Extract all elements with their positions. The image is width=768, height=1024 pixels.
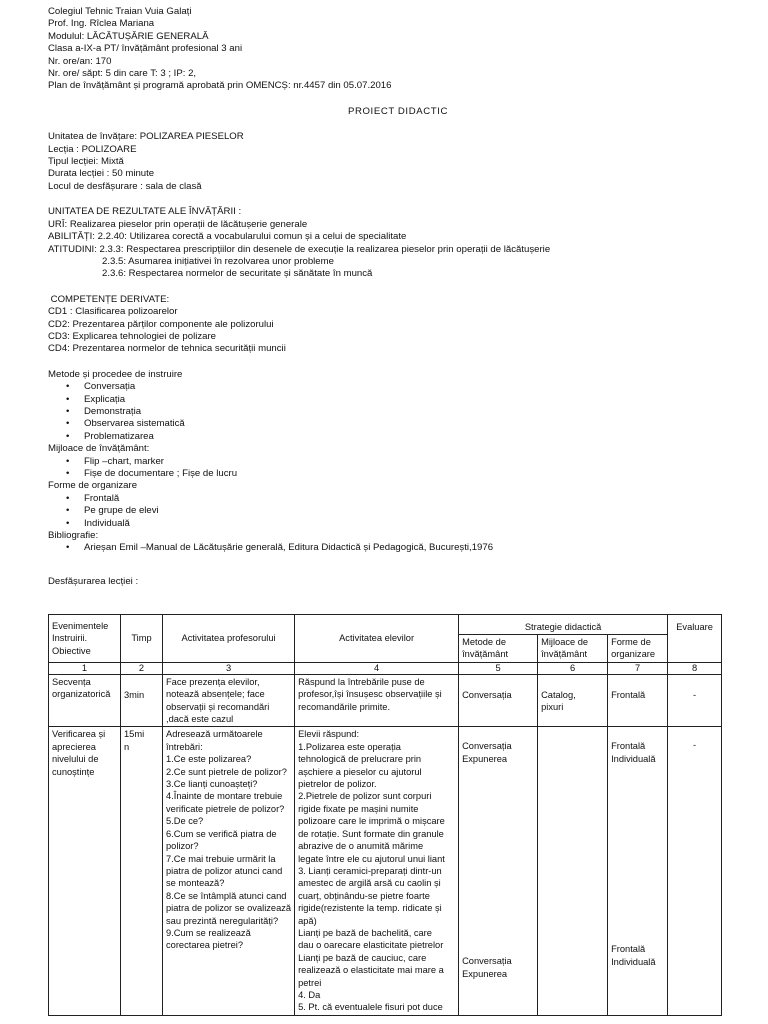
cell-line: amestec de argilă arsă cu caolin și — [298, 878, 441, 889]
column-number: 7 — [608, 662, 668, 674]
header-cell-strategie: Strategie didactică — [459, 615, 668, 635]
cell-line: 1.Polizarea este operația — [298, 741, 401, 752]
header-cell-teacher: Activitatea profesorului — [163, 615, 295, 663]
cell-line: polizoare care le imprimă o mișcare — [298, 816, 445, 827]
bibliografie-heading: Bibliografie: — [48, 530, 99, 542]
cell-line: Face prezența elevilor, — [166, 676, 260, 687]
cell-event — [49, 727, 121, 1015]
cell-methods — [459, 674, 538, 727]
cell-line: piatra de polizor se ovalizează — [166, 903, 292, 914]
cell-line: pixuri — [541, 702, 564, 713]
results-atitudini-item: 2.3.5: Asumarea inițiativei în rezolvarea unor probleme — [102, 255, 334, 267]
cell-line: 5. Pt. că eventualele fisuri pot duce — [298, 1002, 443, 1013]
header-cell-forme — [608, 635, 668, 663]
cell-line: petrei — [298, 977, 322, 988]
cell-line: ,dacă este cazul — [166, 714, 234, 725]
cell-line: 3min — [124, 689, 145, 700]
header-cell-events — [49, 615, 121, 663]
cell-line: piatra de polizor atunci cand — [166, 865, 283, 876]
header-line: Instruirii. — [52, 633, 88, 644]
document-header — [48, 6, 748, 93]
cell-time — [121, 727, 163, 1015]
cell-line: 1.Ce este polizarea? — [166, 754, 252, 765]
cell-line: 4. Da — [298, 989, 321, 1000]
cell-line: Conversația — [462, 956, 512, 967]
desfasurare-heading: Desfășurarea lecției : — [48, 575, 139, 587]
cell-line: organizatorică — [52, 689, 111, 700]
lesson-info-line: Lecția : POLIZOARE — [48, 143, 137, 155]
document-page — [48, 6, 748, 588]
cell-line: Individuală — [611, 753, 656, 764]
cell-line: așchiere a pieselor cu ajutorul — [298, 766, 422, 777]
header-line: Prof. Ing. Rîclea Mariana — [48, 18, 155, 30]
header-cell-evaluare: Evaluare — [668, 615, 722, 663]
cell-line: 15mi — [124, 729, 145, 740]
cell-eval: - — [668, 727, 722, 1015]
cell-line: Elevii răspund: — [298, 729, 360, 740]
cell-line: tehnologică de prelucrare prin — [298, 754, 422, 765]
cell-line: întrebări: — [166, 741, 203, 752]
mijloace-heading: Mijloace de învățământ: — [48, 443, 150, 455]
cell-line: observații și recomandări — [166, 701, 270, 712]
header-cell-time: Timp — [121, 615, 163, 663]
cell-line: cuarț, obținându-se pietre foarte — [298, 890, 430, 901]
column-number: 6 — [538, 662, 608, 674]
cell-line: 7.Ce mai trebuie urmărit la — [166, 853, 276, 864]
cell-line: Frontală — [611, 741, 646, 752]
forme-heading: Forme de organizare — [48, 480, 138, 492]
cell-line: de rotație. Sunt formate din granule — [298, 828, 444, 839]
cell-line: n — [124, 741, 130, 752]
header-line: Plan de învățământ și programă aprobată prin OMENCȘ: nr.4457 din 05.07.2016 — [48, 80, 392, 92]
cell-line: Expunerea — [462, 968, 508, 979]
bibliografie-section — [48, 530, 748, 555]
header-cell-mijloace — [538, 635, 608, 663]
header-line: Evenimentele — [52, 620, 109, 631]
cell-line: Lianți pe bază de bachelită, care — [298, 927, 432, 938]
results-heading: UNITATEA DE REZULTATE ALE ÎNVĂȚĂRII : — [48, 206, 242, 218]
competente-section — [48, 294, 748, 356]
cell-line: Expunerea — [462, 753, 508, 764]
results-section — [48, 206, 748, 280]
header-line: Metode de — [462, 637, 507, 647]
results-abilitati: ABILITĂȚI: 2.2.40: Utilizarea corectă a vocabularului comun și a celui de specialitate — [48, 231, 407, 243]
list-item: • Problematizarea — [66, 431, 748, 443]
cell-line: Secvența — [52, 676, 91, 687]
cell-line: realizează o elasticitate mai mare a — [298, 965, 444, 976]
cell-line: Frontală — [611, 944, 646, 955]
column-number: 8 — [668, 662, 722, 674]
cell-line: 6.Cum se verifică piatra de — [166, 828, 277, 839]
cell-line: 2.Pietrele de polizor sunt corpuri — [298, 791, 432, 802]
cell-line: Conversația — [462, 689, 512, 700]
cell-forms — [608, 727, 668, 1015]
list-item: • Conversația — [66, 381, 748, 393]
cell-line: notează absențele; face — [166, 689, 265, 700]
header-cell-metode — [459, 635, 538, 663]
list-item: • Individuală — [66, 518, 748, 530]
results-atitudini-item: 2.3.6: Respectarea normelor de securitate și sănătate în muncă — [102, 268, 373, 280]
cell-line: se montează? — [166, 878, 225, 889]
list-item: • Explicația — [66, 394, 748, 406]
cell-line: polizor? — [166, 841, 199, 852]
competenta-item: CD4: Prezentarea normelor de tehnica securității muncii — [48, 343, 286, 355]
cell-time — [121, 674, 163, 727]
page-title: PROIECT DIDACTIC — [347, 105, 449, 117]
lesson-info-line: Tipul lecției: Mixtă — [48, 156, 124, 168]
column-number: 3 — [163, 662, 295, 674]
header-line: Nr. ore/an: 170 — [48, 55, 112, 67]
competenta-item: CD1 : Clasificarea polizoarelor — [48, 306, 178, 318]
cell-line: Verificarea și — [52, 729, 106, 740]
competente-list — [48, 306, 748, 356]
forme-list — [48, 493, 748, 530]
list-item: • Observarea sistematică — [66, 418, 748, 430]
cell-line: aprecierea — [52, 741, 96, 752]
list-item: • Arieșan Emil –Manual de Lăcătușărie generală, Editura Didactică și Pedagogică, București,1976 — [66, 542, 748, 554]
list-item: • Frontală — [66, 493, 748, 505]
header-line: Clasa a-IX-a PT/ învățământ profesional 3 ani — [48, 43, 243, 55]
table-header-row — [49, 615, 722, 635]
cell-line: legate între ele cu ajutorul unui liant — [298, 853, 445, 864]
cell-line: 2.Ce sunt pietrele de polizor? — [166, 766, 287, 777]
bibliografie-list — [48, 542, 748, 554]
cell-line: verificate pietrele de polizor? — [166, 803, 285, 814]
cell-line: Adresează următoarele — [166, 729, 263, 740]
cell-line: recomandările primite. — [298, 701, 391, 712]
competenta-item: CD3: Explicarea tehnologiei de polizare — [48, 330, 216, 342]
cell-event — [49, 674, 121, 727]
cell-line: abrazive de o anumită mărime — [298, 841, 424, 852]
header-line: Modulul: LĂCĂTUȘĂRIE GENERALĂ — [48, 30, 209, 42]
cell-line: 8.Ce se întâmplă atunci cand — [166, 890, 287, 901]
cell-line: 3. Lianți ceramici-preparați dintr-un — [298, 865, 442, 876]
list-item: • Demonstrația — [66, 406, 748, 418]
cell-teacher — [163, 674, 295, 727]
column-number: 4 — [295, 662, 459, 674]
header-line: învățământ — [541, 649, 588, 660]
cell-line: corectarea pietrei? — [166, 940, 243, 951]
cell-line: Individuală — [611, 956, 656, 967]
mijloace-list — [48, 456, 748, 481]
cell-students — [295, 727, 459, 1015]
cell-line: sau prezintă neregularități? — [166, 915, 279, 926]
column-number: 2 — [121, 662, 163, 674]
cell-eval: - — [668, 674, 722, 727]
cell-line: Conversația — [462, 741, 512, 752]
header-line: Nr. ore/ săpt: 5 din care T: 3 ; IP: 2, — [48, 68, 197, 80]
cell-forms — [608, 674, 668, 727]
column-number-row — [49, 662, 722, 674]
list-item: • Fișe de documentare ; Fișe de lucru — [66, 468, 748, 480]
cell-methods — [459, 727, 538, 1015]
header-cell-students: Activitatea elevilor — [295, 615, 459, 663]
cell-line: pietrelor de polizor. — [298, 779, 377, 790]
results-atitudini: ATITUDINI: 2.3.3: Respectarea prescripțiilor din desenele de execuție la realizarea pieselor prin operații de lăcătușerie — [48, 243, 551, 255]
forme-section — [48, 480, 748, 530]
column-number: 1 — [49, 662, 121, 674]
cell-line: nivelului de — [52, 754, 99, 765]
table-row — [49, 674, 722, 727]
metode-section — [48, 369, 748, 443]
results-uri: URÎ: Realizarea pieselor prin operații de lăcătușerie generale — [48, 218, 308, 230]
mijloace-section — [48, 443, 748, 480]
cell-line: 9.Cum se realizează — [166, 927, 251, 938]
competente-heading: COMPETENȚE DERIVATE: — [48, 293, 170, 305]
list-item: • Pe grupe de elevi — [66, 505, 748, 517]
lesson-info-line: Unitatea de învățare: POLIZAREA PIESELOR — [48, 131, 244, 143]
lesson-info-line: Durata lecției : 50 minute — [48, 168, 155, 180]
cell-line: Răspund la întrebările puse de — [298, 676, 425, 687]
cell-line: Frontală — [611, 689, 646, 700]
cell-line: 5.De ce? — [166, 816, 204, 827]
lesson-table — [48, 614, 722, 1016]
column-number: 5 — [459, 662, 538, 674]
header-line: Forme de — [611, 637, 651, 647]
competenta-item: CD2: Prezentarea părților componente ale polizorului — [48, 318, 274, 330]
cell-teacher — [163, 727, 295, 1015]
cell-students — [295, 674, 459, 727]
metode-heading: Metode și procedee de instruire — [48, 368, 183, 380]
header-line: Obiective — [52, 645, 91, 656]
header-line: Mijloace de — [541, 637, 589, 647]
cell-line: dau o oarecare elasticitate pietrelor — [298, 940, 444, 951]
lesson-info — [48, 131, 748, 193]
cell-line: profesor,își însușesc observațiile și — [298, 689, 442, 700]
cell-means — [538, 727, 608, 1015]
cell-line: Lianți pe bază de cauciuc, care — [298, 952, 427, 963]
cell-line: rigide fixate pe mașini numite — [298, 803, 419, 814]
cell-line: cunoștințe — [52, 766, 95, 777]
list-item: • Flip –chart, marker — [66, 456, 748, 468]
cell-line: Catalog, — [541, 689, 576, 700]
lesson-info-line: Locul de desfășurare : sala de clasă — [48, 180, 202, 192]
cell-line: rigide(rezistente la temp. ridicate și — [298, 903, 442, 914]
table-row — [49, 727, 722, 1015]
header-line: Colegiul Tehnic Traian Vuia Galați — [48, 6, 192, 17]
cell-line: 3.Ce lianți cunoașteți? — [166, 779, 258, 790]
cell-line: apă) — [298, 915, 317, 926]
cell-line: 4.Înainte de montare trebuie — [166, 791, 283, 802]
header-line: învățământ — [462, 649, 509, 660]
cell-means — [538, 674, 608, 727]
metode-list — [48, 381, 748, 443]
header-line: organizare — [611, 649, 656, 660]
